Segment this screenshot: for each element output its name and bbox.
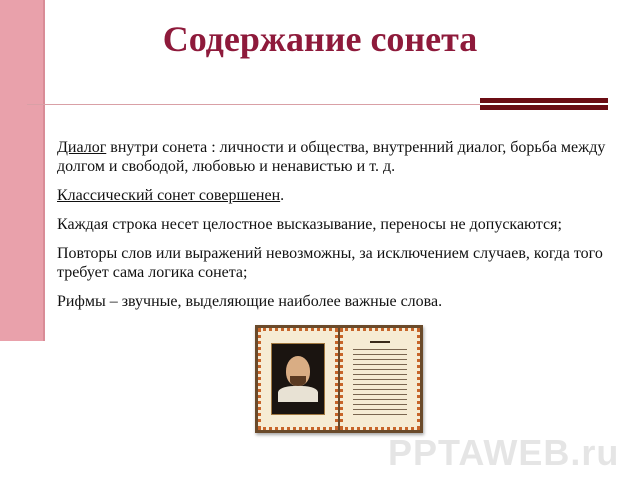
term-dialog: Диалог [57, 139, 107, 156]
portrait-beard [290, 376, 306, 386]
book-text-line [353, 384, 407, 385]
title-divider-line [27, 104, 482, 105]
sonnet-book-image [255, 325, 423, 433]
book-text-line [353, 404, 407, 405]
paragraph-dialog [57, 138, 627, 176]
book-text-line [353, 369, 407, 370]
portrait-collar [278, 386, 318, 402]
slide-body [57, 138, 627, 321]
paragraph-classic-text: . [280, 187, 285, 204]
book-text-line [353, 359, 407, 360]
paragraph-lines: Каждая строка несет целостное высказывание, переносы не допускаются; [57, 216, 562, 233]
book-text-heading [370, 341, 390, 343]
book-text-line [353, 364, 407, 365]
paragraph-dialog-text: внутри сонета : личности и общества, внутренний диалог, борьба между долгом и свободой, любовью и ненавистью и т. д. [57, 139, 606, 175]
book-text-line [353, 379, 407, 380]
book-text-line [353, 399, 407, 400]
term-classic-sonnet: Классический сонет совершенен [57, 187, 281, 204]
paragraph-rhymes: Рифмы – звучные, выделяющие наиболее важные слова. [57, 293, 443, 310]
side-accent-bar [0, 0, 45, 341]
book-text-line [353, 349, 407, 350]
book-page-text [340, 328, 420, 430]
book-page-portrait [258, 328, 338, 430]
book-text-line [353, 354, 407, 355]
book-text-line [353, 414, 407, 415]
book-text-line [353, 374, 407, 375]
title-divider-bar [480, 98, 608, 110]
book-text-line [353, 409, 407, 410]
paragraph-repeats: Повторы слов или выражений невозможны, за исключением случаев, когда того требует сама логика сонета; [57, 245, 603, 281]
book-text-lines [353, 341, 407, 419]
shakespeare-portrait [271, 343, 325, 415]
slide-title: Содержание сонета [162, 19, 478, 59]
book-text-line [353, 394, 407, 395]
paragraph-classic [57, 186, 627, 205]
book-text-line [353, 389, 407, 390]
watermark: PPTAWEB.ru [388, 432, 620, 473]
